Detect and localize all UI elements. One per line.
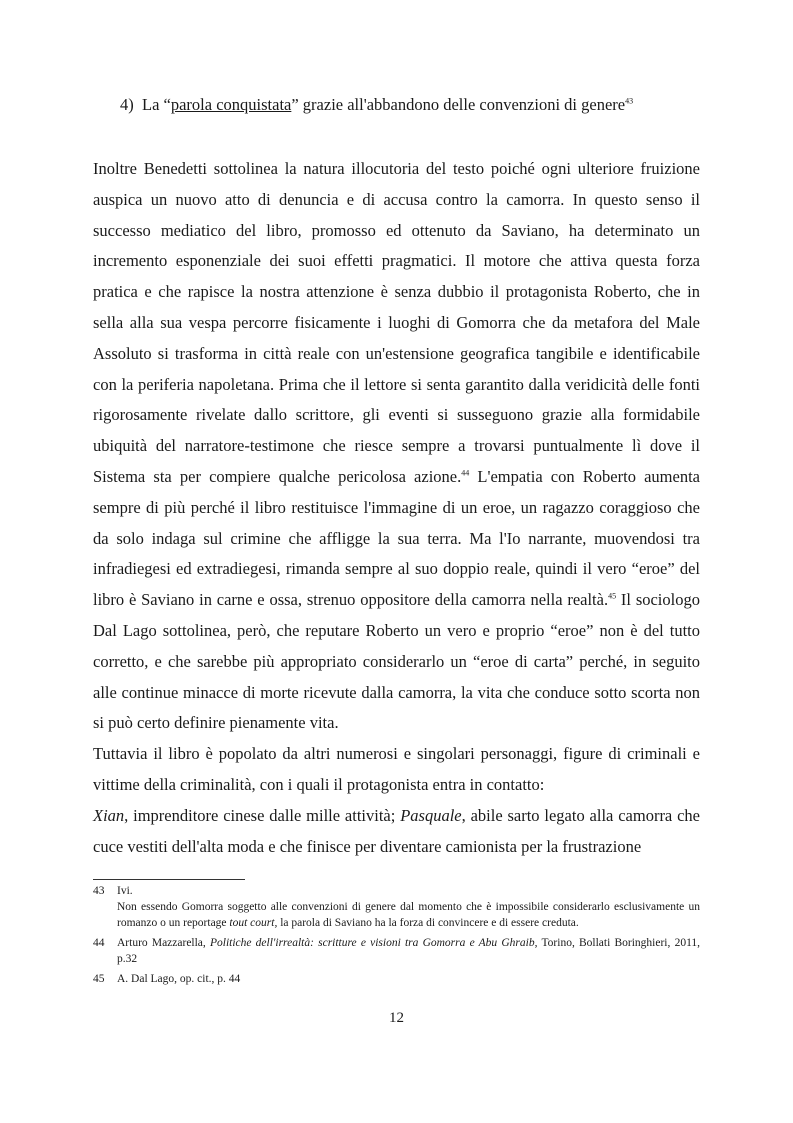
footnote-43-text-a: Non essendo Gomorra soggetto alle convenzioni di genere dal momento che è impossibile considerarlo esclusivamente un romanzo o un reportage — [117, 901, 700, 929]
footnote-44-publisher: , Torino, Bollati Boringhieri, 2011, p.32 — [117, 937, 701, 965]
paragraph-3-part-a: , imprenditore cinese dalle mille attività; — [124, 805, 401, 825]
footnote-43 — [93, 883, 700, 931]
heading-suffix: ” grazie all'abbandono delle convenzioni di genere — [291, 95, 626, 114]
footnote-43-line-2 — [117, 899, 700, 931]
paragraph-2: Tuttavia il libro è popolato da altri numerosi e singolari personaggi, figure di criminali e vittime della criminalità, con i quali il protagonista entra in contatto: — [93, 744, 700, 794]
footnote-number: 45 — [93, 973, 105, 985]
paragraph-1 — [93, 154, 700, 739]
footnote-45-text: A. Dal Lago, op. cit., p. 44 — [117, 973, 241, 985]
footnote-44-title: Politiche dell'irrealtà: scritture e visioni tra Gomorra e Abu Ghraib — [209, 937, 535, 949]
footnote-43-line-1: Ivi. — [117, 885, 133, 897]
heading-number: 4) — [120, 95, 134, 114]
character-name-pasquale: Pasquale — [400, 805, 462, 825]
paragraph-3 — [93, 801, 700, 863]
footnote-ref-45: 45 — [608, 591, 617, 601]
footnotes — [93, 883, 700, 991]
footnote-ref-43: 43 — [625, 96, 634, 106]
body-text — [93, 154, 700, 862]
footnote-separator — [93, 879, 245, 880]
footnote-44 — [93, 935, 700, 967]
footnote-45 — [93, 971, 700, 987]
heading-underlined-phrase: parola conquistata — [170, 95, 292, 114]
heading-prefix: La “ — [142, 95, 171, 114]
footnote-43-text-b: la parola di Saviano ha la forza di convincere e di essere creduta. — [277, 917, 579, 929]
footnote-number: 44 — [93, 937, 105, 949]
paragraph-3-part-b: , abile sarto legato alla camorra che cuce vestiti dell'alta moda e che finisce per diventare camionista per la frustrazione — [93, 805, 700, 856]
footnote-43-emphasis: tout court, — [229, 917, 278, 929]
section-heading — [120, 94, 720, 116]
page-number: 12 — [389, 1010, 404, 1026]
footnote-ref-44: 44 — [461, 468, 470, 478]
paragraph-1-part-c: Il sociologo Dal Lago sottolinea, però, che reputare Roberto un vero e proprio “eroe” non è del tutto corretto, e che sarebbe più appropriato considerarlo un “eroe di carta” perché, in seguito alle continue minacce di morte ricevute dalla camorra, la vita che conduce sotto scorta non si può certo definire pienamente vita. — [93, 590, 700, 733]
paragraph-1-part-a: Inoltre Benedetti sottolinea la natura illocutoria del testo poiché ogni ulteriore fruizione auspica un nuovo atto di denuncia e di accusa contro la camorra. In questo senso il successo mediatico del libro, promosso ed ottenuto da Saviano, ha determinato un incremento esponenziale dei suoi effetti pragmatici. Il motore che attiva questa forza pratica e che rapisce la nostra attenzione è senza dubbio il protagonista Roberto, che in sella alla sua vespa percorre fisicamente i luoghi di Gomorra che da metafora del Male Assoluto si trasforma in città reale con un'estensione geografica tangibile e identificabile con la periferia napoletana. Prima che il lettore si senta garantito dalla veridicità delle fonti rigorosamente rivelate dallo scrittore, gli eventi si susseguono grazie alla formidabile ubiquità del narratore-testimone che riesce sempre a trovarsi puntualmente lì dove il Sistema sta per compiere qualche pericolosa azione. — [93, 159, 700, 486]
character-name-xian: Xian — [93, 805, 125, 825]
paragraph-1-part-b: L'empatia con Roberto aumenta sempre di più perché il libro restituisce l'immagine di un eroe, un ragazzo coraggioso che da solo indaga sul crimine che affligge la sua terra. Ma l'Io narrante, muovendosi tra infradiegesi ed extradiegesi, rimanda sempre al suo doppio reale, quindi il vero “eroe” del libro è Saviano in carne e ossa, strenuo oppositore della camorra nella realtà. — [93, 466, 700, 610]
footnote-number: 43 — [93, 885, 105, 897]
footnote-44-author: Arturo Mazzarella, — [117, 937, 210, 949]
